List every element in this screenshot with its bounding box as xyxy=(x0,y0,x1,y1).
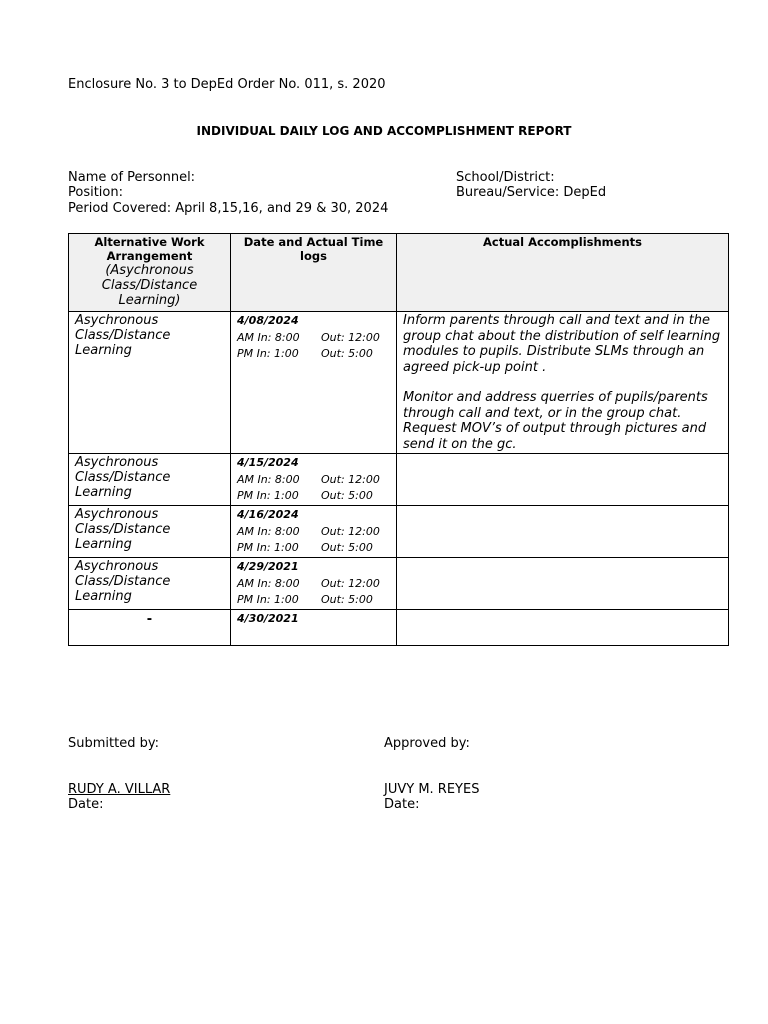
bureau-service-label: Bureau/Service: DepEd xyxy=(456,185,607,200)
time-log-cell xyxy=(231,454,397,506)
log-date: 4/08/2024 xyxy=(237,314,299,327)
table-row xyxy=(69,610,729,646)
table-row xyxy=(69,312,729,454)
time-log-cell xyxy=(231,558,397,610)
am-in: AM In: 8:00 xyxy=(237,331,300,344)
accomplishment-cell xyxy=(397,610,729,646)
approved-date-label: Date: xyxy=(384,797,420,812)
log-date: 4/16/2024 xyxy=(237,508,299,521)
pm-in: PM In: 1:00 xyxy=(237,347,299,360)
accomplishment-cell xyxy=(397,558,729,610)
log-date: 4/29/2021 xyxy=(237,560,299,573)
period-covered: Period Covered: April 8,15,16, and 29 & 30, 2024 xyxy=(68,201,389,216)
pm-out: Out: 5:00 xyxy=(321,541,373,554)
accomplishment-cell xyxy=(397,454,729,506)
accomplishments-column-header xyxy=(397,234,729,312)
accomplishment-cell xyxy=(397,312,729,454)
am-in: AM In: 8:00 xyxy=(237,473,300,486)
arrangement-header-subtext: (Asychronous Class/Distance Learning) xyxy=(101,263,198,308)
date-time-column-header xyxy=(231,234,397,312)
log-date: 4/15/2024 xyxy=(237,456,299,469)
pm-in: PM In: 1:00 xyxy=(237,593,299,606)
am-out: Out: 12:00 xyxy=(321,331,380,344)
time-log-cell xyxy=(231,312,397,454)
daily-log-table xyxy=(68,233,729,646)
approved-by-name: JUVY M. REYES xyxy=(384,782,480,797)
accomplishment-paragraph: Monitor and address querries of pupils/parents through call and text, or in the group chat. Request MOV’s of output through pictures and send it on the gc. xyxy=(403,390,708,452)
am-out: Out: 12:00 xyxy=(321,577,380,590)
arrangement-column-header xyxy=(69,234,231,312)
log-date: 4/30/2021 xyxy=(237,612,299,625)
pm-out: Out: 5:00 xyxy=(321,489,373,502)
table-row xyxy=(69,454,729,506)
time-log-cell xyxy=(231,506,397,558)
arrangement-cell: Asychronous Class/Distance Learning xyxy=(69,558,231,610)
table-row xyxy=(69,558,729,610)
accomplishments-header-text: Actual Accomplishments xyxy=(483,235,642,249)
table-row xyxy=(69,506,729,558)
name-of-personnel-label: Name of Personnel: xyxy=(68,170,196,185)
pm-in: PM In: 1:00 xyxy=(237,541,299,554)
arrangement-header-text: Alternative Work Arrangement xyxy=(94,235,205,263)
arrangement-cell: - xyxy=(69,610,231,646)
arrangement-cell: Asychronous Class/Distance Learning xyxy=(69,454,231,506)
table-header-row xyxy=(69,234,729,312)
am-in: AM In: 8:00 xyxy=(237,525,300,538)
date-header-text: Date and Actual Time logs xyxy=(243,235,384,263)
pm-in: PM In: 1:00 xyxy=(237,489,299,502)
position-label: Position: xyxy=(68,185,123,200)
submitted-by-name: RUDY A. VILLAR xyxy=(68,782,171,797)
accomplishment-cell xyxy=(397,506,729,558)
pm-out: Out: 5:00 xyxy=(321,347,373,360)
arrangement-cell: Asychronous Class/Distance Learning xyxy=(69,312,231,454)
report-title: INDIVIDUAL DAILY LOG AND ACCOMPLISHMENT REPORT xyxy=(196,124,572,138)
accomplishment-paragraph: Inform parents through call and text and in the group chat about the distribution of self learning modules to pupils. Distribute SLMs through an agreed pick-up point . xyxy=(403,313,721,375)
submitted-date-label: Date: xyxy=(68,797,104,812)
arrangement-cell: Asychronous Class/Distance Learning xyxy=(69,506,231,558)
am-out: Out: 12:00 xyxy=(321,473,380,486)
am-in: AM In: 8:00 xyxy=(237,577,300,590)
school-district-label: School/District: xyxy=(456,170,555,185)
pm-out: Out: 5:00 xyxy=(321,593,373,606)
approved-by-label: Approved by: xyxy=(384,736,470,751)
enclosure-reference: Enclosure No. 3 to DepEd Order No. 011, s. 2020 xyxy=(68,77,386,92)
am-out: Out: 12:00 xyxy=(321,525,380,538)
submitted-by-label: Submitted by: xyxy=(68,736,159,751)
time-log-cell xyxy=(231,610,397,646)
